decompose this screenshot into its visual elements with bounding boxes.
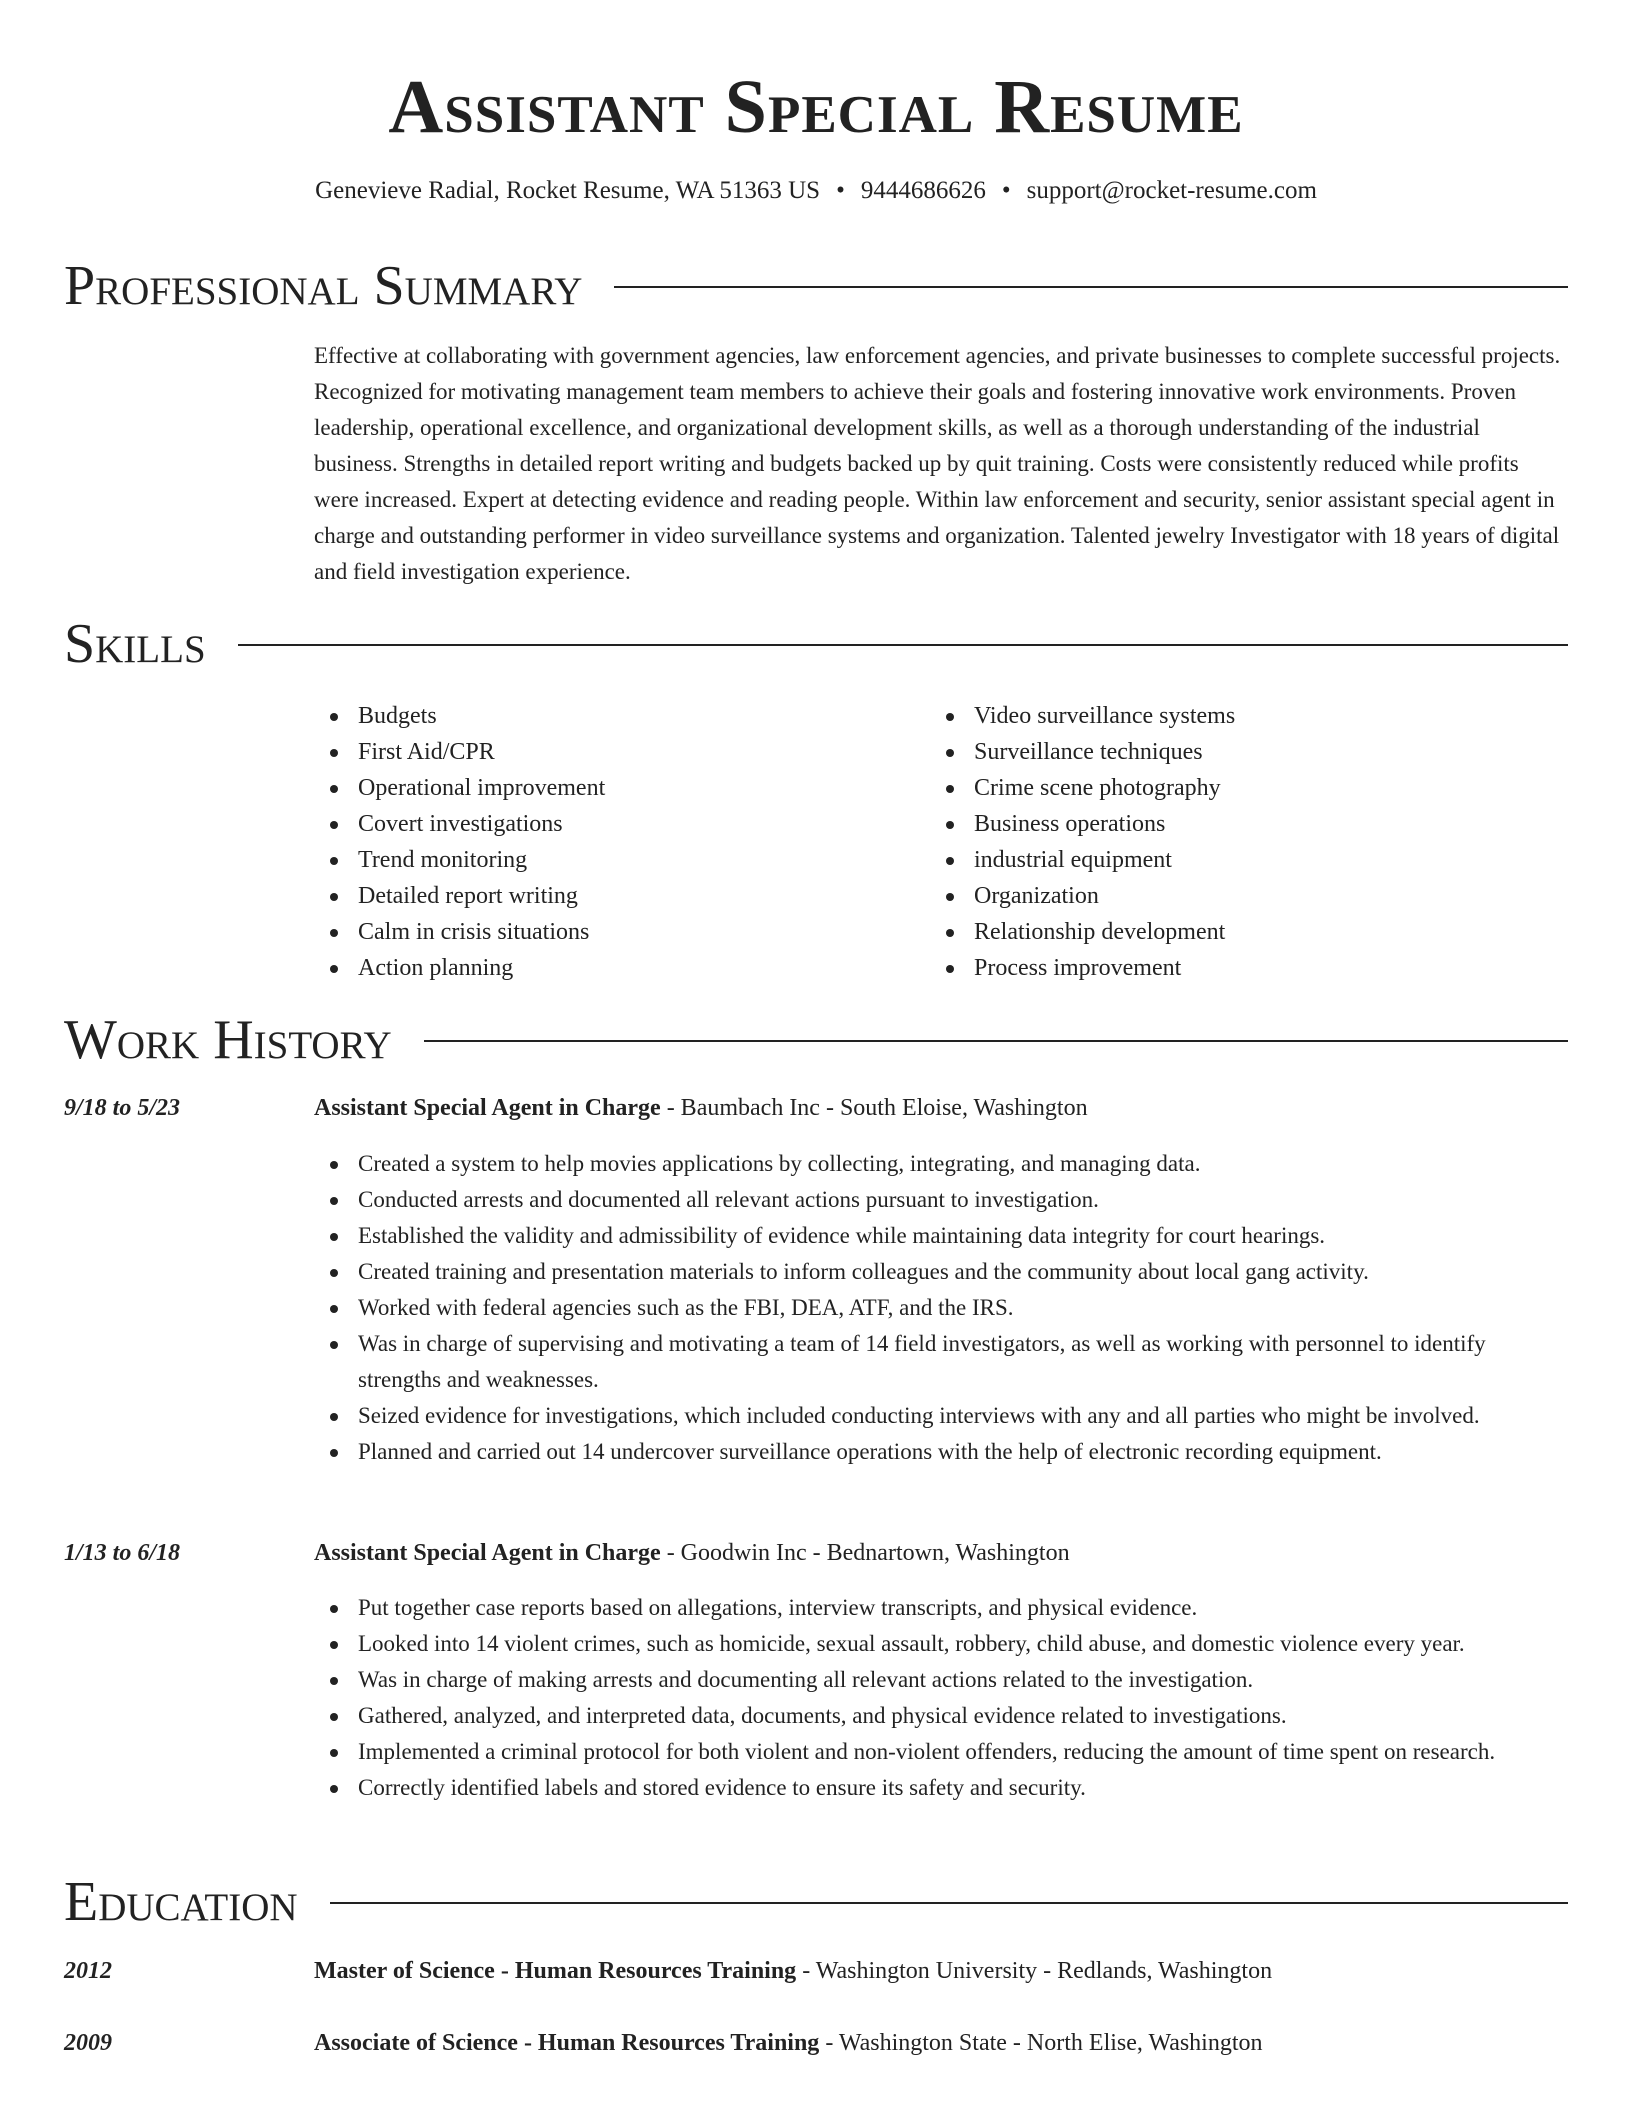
section-title-skills: Skills	[64, 613, 206, 675]
skill-item: Crime scene photography	[930, 770, 1570, 806]
list-item: Correctly identified labels and stored evidence to ensure its safety and security.	[314, 1770, 1574, 1806]
skill-item: Relationship development	[930, 914, 1570, 950]
list-item: Conducted arrests and documented all relevant actions pursuant to investigation.	[314, 1182, 1574, 1218]
section-divider	[330, 1902, 1568, 1904]
list-item: Was in charge of making arrests and documenting all relevant actions related to the investigation.	[314, 1662, 1574, 1698]
section-header-summary	[64, 254, 1568, 318]
skill-item: industrial equipment	[930, 842, 1570, 878]
skill-item: Surveillance techniques	[930, 734, 1570, 770]
work-bullets	[314, 1590, 1574, 1806]
list-item: Put together case reports based on allegations, interview transcripts, and physical evidence.	[314, 1590, 1574, 1626]
education-entry	[314, 2026, 1574, 2060]
list-item: Created training and presentation materials to inform colleagues and the community about local gang activity.	[314, 1254, 1574, 1290]
list-item: Established the validity and admissibility of evidence while maintaining data integrity for court hearings.	[314, 1218, 1574, 1254]
list-item: Worked with federal agencies such as the FBI, DEA, ATF, and the IRS.	[314, 1290, 1574, 1326]
work-bullets	[314, 1146, 1574, 1470]
work-dates: 9/18 to 5/23	[64, 1095, 181, 1121]
section-title-summary: Professional Summary	[64, 255, 583, 317]
job-title: Assistant Special Agent in Charge	[314, 1095, 661, 1121]
summary-paragraph: Effective at collaborating with government agencies, law enforcement agencies, and private businesses to complete successful projects. Recognized for motivating management team members to achieve their goals and fostering innovative work environments. Proven leadership, operational excellence, and organizational development skills, as well as a thorough understanding of the industrial business. Strengths in detailed report writing and budgets backed up by quit training. Costs were consistently reduced while profits were increased. Expert at detecting evidence and reading people. Within law enforcement and security, senior assistant special agent in charge and outstanding performer in video surveillance systems and organization. Talented jewelry Investigator with 18 years of digital and field investigation experience.	[314, 343, 1561, 584]
skill-item: Covert investigations	[314, 806, 874, 842]
contact-address: Genevieve Radial, Rocket Resume, WA 51363 US	[315, 177, 821, 204]
job-employer: - Goodwin Inc - Bednartown, Washington	[660, 1540, 1070, 1566]
section-header-skills	[64, 612, 1568, 676]
skill-item: Detailed report writing	[314, 878, 874, 914]
skill-item: Budgets	[314, 698, 874, 734]
list-item: Was in charge of supervising and motivating a team of 14 field investigators, as well as working with personnel to identify strengths and weaknesses.	[314, 1326, 1574, 1398]
degree-title: Master of Science - Human Resources Training	[314, 1958, 797, 1984]
work-title	[314, 1536, 1574, 1570]
section-header-work	[64, 1008, 1568, 1072]
list-item: Implemented a criminal protocol for both violent and non-violent offenders, reducing the amount of time spent on research.	[314, 1734, 1574, 1770]
contact-line	[0, 174, 1632, 208]
skill-item: Action planning	[314, 950, 874, 986]
resume-title: Assistant Special Resume	[388, 65, 1244, 149]
section-title-education: Education	[64, 1871, 298, 1933]
list-item: Gathered, analyzed, and interpreted data, documents, and physical evidence related to investigations.	[314, 1698, 1574, 1734]
skills-list-left	[314, 698, 874, 986]
section-divider	[238, 644, 1568, 646]
skill-item: Operational improvement	[314, 770, 874, 806]
skill-item: Organization	[930, 878, 1570, 914]
job-employer: - Baumbach Inc - South Eloise, Washington	[660, 1095, 1088, 1121]
contact-phone: 9444686626	[860, 177, 986, 204]
skill-item: Business operations	[930, 806, 1570, 842]
list-item: Seized evidence for investigations, which included conducting interviews with any and all parties who might be involved.	[314, 1398, 1574, 1434]
section-divider	[424, 1040, 1568, 1042]
skills-list-right	[930, 698, 1570, 986]
skill-item: Process improvement	[930, 950, 1570, 986]
contact-separator: •	[836, 177, 845, 204]
education-year: 2009	[64, 2030, 112, 2056]
contact-separator: •	[1001, 177, 1011, 204]
section-divider	[614, 286, 1568, 288]
list-item: Created a system to help movies applications by collecting, integrating, and managing data.	[314, 1146, 1574, 1182]
job-title: Assistant Special Agent in Charge	[314, 1540, 661, 1566]
work-title	[314, 1091, 1574, 1125]
section-title-work: Work History	[64, 1009, 392, 1071]
school-info: - Washington State - North Elise, Washington	[819, 2030, 1263, 2056]
list-item: Planned and carried out 14 undercover surveillance operations with the help of electronic recording equipment.	[314, 1434, 1574, 1470]
section-header-education	[64, 1870, 1568, 1934]
work-dates: 1/13 to 6/18	[64, 1540, 181, 1566]
degree-title: Associate of Science - Human Resources Training	[314, 2030, 820, 2056]
skill-item: First Aid/CPR	[314, 734, 874, 770]
contact-email: support@rocket-resume.com	[1026, 177, 1317, 204]
education-entry	[314, 1954, 1574, 1988]
list-item: Looked into 14 violent crimes, such as homicide, sexual assault, robbery, child abuse, and domestic violence every year.	[314, 1626, 1574, 1662]
education-year: 2012	[64, 1958, 112, 1984]
skill-item: Video surveillance systems	[930, 698, 1570, 734]
school-info: - Washington University - Redlands, Washington	[796, 1958, 1273, 1984]
skill-item: Calm in crisis situations	[314, 914, 874, 950]
skill-item: Trend monitoring	[314, 842, 874, 878]
